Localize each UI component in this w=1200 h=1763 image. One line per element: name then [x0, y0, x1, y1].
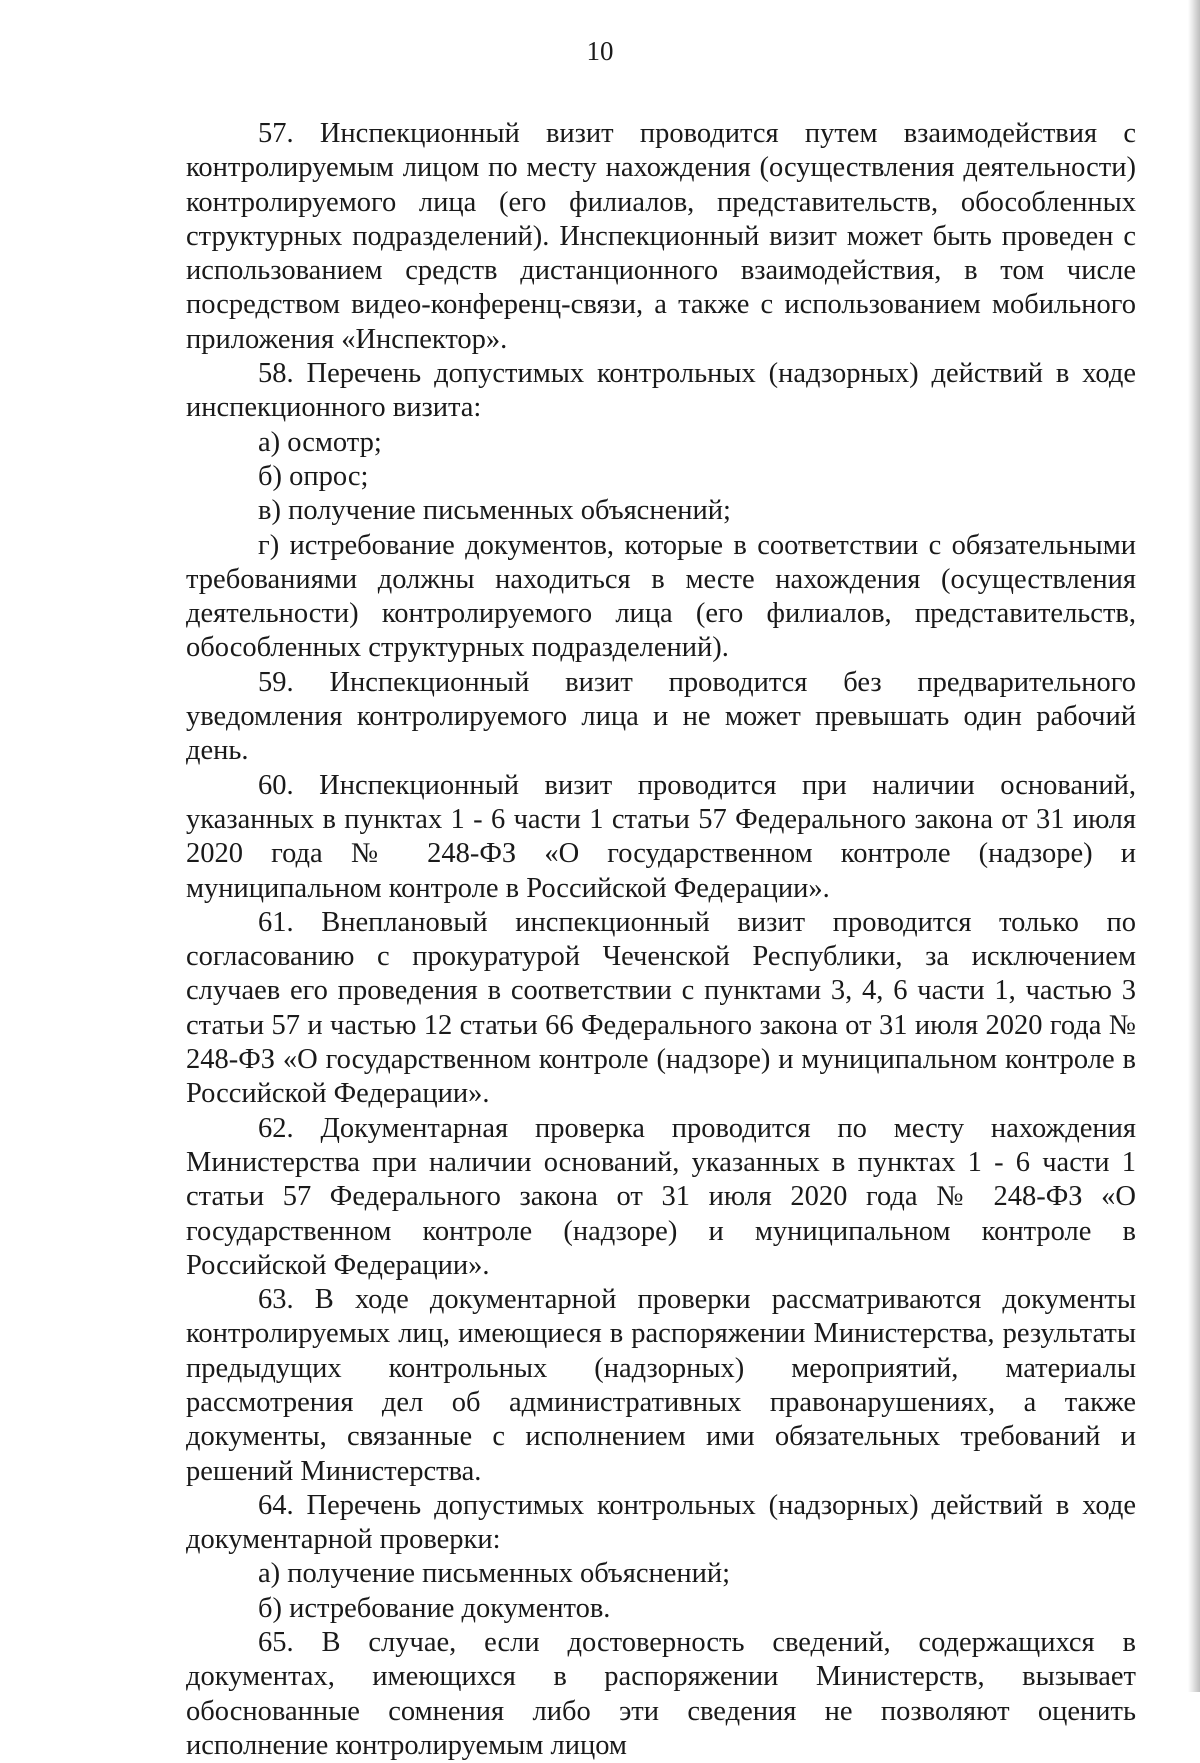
- document-body: [186, 117, 1136, 1763]
- list-item-64b: б) истребование документов.: [258, 1592, 611, 1624]
- page-number: 10: [586, 36, 614, 66]
- paragraph-57: 57. Инспекционный визит проводится путем взаимодействия с контролируемым лицом по месту нахождения (осуществления деятельности) контролируемого лица (его филиалов, представительств, обособленных структурных подразделений). Инспекционный визит может быть проведен с использованием средств дистанционного взаимодействия, в том числе посредством видео-конференц-связи, а также с использованием мобильного приложения «Инспектор».: [186, 118, 1136, 355]
- paragraph-59: 59. Инспекционный визит проводится без предварительного уведомления контролируемого лица и не может превышать один рабочий день.: [186, 666, 1136, 767]
- list-item-58v: в) получение письменных объяснений;: [258, 495, 731, 527]
- list-item-58b: б) опрос;: [258, 460, 369, 492]
- list-item-58g: г) истребование документов, которые в соответствии с обязательными требованиями должны находиться в месте нахождения (осуществления деятельности) контролируемого лица (его филиалов, представительств, обособленных структурных подразделений).: [186, 529, 1136, 664]
- paragraph-62: 62. Документарная проверка проводится по месту нахождения Министерства при наличии оснований, указанных в пунктах 1 - 6 части 1 статьи 57 Федерального закона от 31 июля 2020 года № 248-ФЗ «О государственном контроле (надзоре) и муниципальном контроле в Российской Федерации».: [186, 1112, 1136, 1281]
- paragraph-64: 64. Перечень допустимых контрольных (надзорных) действий в ходе документарной проверки:: [186, 1489, 1136, 1556]
- paragraph-60: 60. Инспекционный визит проводится при наличии оснований, указанных в пунктах 1 - 6 части 1 статьи 57 Федерального закона от 31 июля 2020 года № 248-ФЗ «О государственном контроле (надзоре) и муниципальном контроле в Российской Федерации».: [186, 769, 1136, 904]
- page-edge-shadow: [1188, 0, 1200, 1692]
- paragraph-58: 58. Перечень допустимых контрольных (надзорных) действий в ходе инспекционного визита:: [186, 358, 1136, 424]
- list-item-58a: а) осмотр;: [258, 426, 382, 458]
- paragraph-65: 65. В случае, если достоверность сведений, содержащихся в документах, имеющихся в распоряжении Министерств, вызывает обоснованные сомнения либо эти сведения не позволяют оценить исполнение контролируемым лицом: [186, 1627, 1136, 1761]
- paragraph-63: 63. В ходе документарной проверки рассматриваются документы контролируемых лиц, имеющиеся в распоряжении Министерства, результаты предыдущих контрольных (надзорных) мероприятий, материалы рассмотрения дел об административных правонарушениях, а также документы, связанные с исполнением ими обязательных требований и решений Министерства.: [186, 1284, 1136, 1487]
- paragraph-61: 61. Внеплановый инспекционный визит проводится только по согласованию с прокуратурой Чеченской Республики, за исключением случаев его проведения в соответствии с пунктами 3, 4, 6 части 1, частью 3 статьи 57 и частью 12 статьи 66 Федерального закона от 31 июля 2020 года № 248-ФЗ «О государственном контроле (надзоре) и муниципальном контроле в Российской Федерации».: [186, 906, 1136, 1110]
- list-item-64a: а) получение письменных объяснений;: [258, 1558, 731, 1590]
